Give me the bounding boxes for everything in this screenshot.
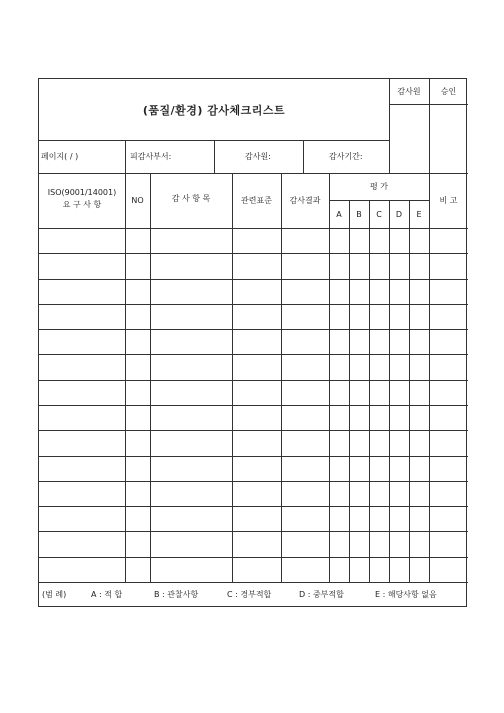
table-row-divider <box>39 405 468 406</box>
info-divider-1 <box>125 140 126 173</box>
approval-approve-label: 승인 <box>440 87 457 96</box>
header-audit-item: 감 사 항 목 <box>171 194 211 203</box>
table-row-divider <box>39 430 468 431</box>
col-divider-eval <box>329 173 330 582</box>
legend-divider <box>39 582 468 583</box>
approval-auditor-label: 감사원 <box>397 87 421 96</box>
legend-e: E : 해당사항 없음 <box>375 590 437 599</box>
table-row-divider <box>39 304 468 305</box>
table-row-divider <box>39 329 468 330</box>
audit-checklist-form <box>38 78 467 607</box>
info-divider-2 <box>214 140 215 173</box>
header-evaluation: 평 가 <box>370 182 388 191</box>
legend-a: A : 적 합 <box>91 590 123 599</box>
info-row-divider <box>39 173 468 174</box>
table-row-divider <box>39 557 468 558</box>
col-divider-standard <box>232 173 233 582</box>
audit-period-field: 감사기간: <box>329 152 363 161</box>
col-divider-result <box>281 173 282 582</box>
legend-label: (범 례) <box>42 590 67 599</box>
header-standard: 관련표준 <box>241 196 272 205</box>
header-bottom-divider <box>39 228 468 229</box>
page-number-field: 페이지( / ) <box>41 152 79 161</box>
table-row-divider <box>39 279 468 280</box>
header-grade-c: C <box>376 210 382 219</box>
header-iso-line1: ISO(9001/14001) <box>47 188 117 197</box>
table-row-divider <box>39 380 468 381</box>
col-divider-c <box>369 200 370 582</box>
header-result: 감사결과 <box>289 196 321 205</box>
audited-dept-field: 피감사부서: <box>130 152 172 161</box>
col-divider-b <box>349 200 350 582</box>
header-grade-a: A <box>336 210 342 219</box>
legend-d: D : 중부적합 <box>299 590 344 599</box>
header-grade-b: B <box>356 210 362 219</box>
col-divider-item <box>150 173 151 582</box>
header-iso-line2: 요 구 사 항 <box>62 200 102 209</box>
col-divider-d <box>389 200 390 582</box>
table-row-divider <box>39 481 468 482</box>
info-divider-3 <box>303 140 304 173</box>
auditor-field: 감사원: <box>245 152 271 161</box>
table-row-divider <box>39 456 468 457</box>
legend-c: C : 경부적합 <box>227 590 272 599</box>
header-grade-d: D <box>395 210 403 219</box>
legend-b: B : 관찰사항 <box>154 590 199 599</box>
evaluation-divider <box>329 200 429 201</box>
page-title: (품질/환경) 감사체크리스트 <box>142 104 286 117</box>
col-divider-e <box>409 200 410 582</box>
header-grade-e: E <box>416 210 422 219</box>
col-divider-no <box>125 173 126 582</box>
table-row-divider <box>39 253 468 254</box>
table-row-divider <box>39 354 468 355</box>
header-remarks: 비 고 <box>439 196 458 205</box>
col-divider-remarks <box>429 173 430 582</box>
table-row-divider <box>39 506 468 507</box>
table-row-divider <box>39 531 468 532</box>
header-no: NO <box>131 196 144 205</box>
